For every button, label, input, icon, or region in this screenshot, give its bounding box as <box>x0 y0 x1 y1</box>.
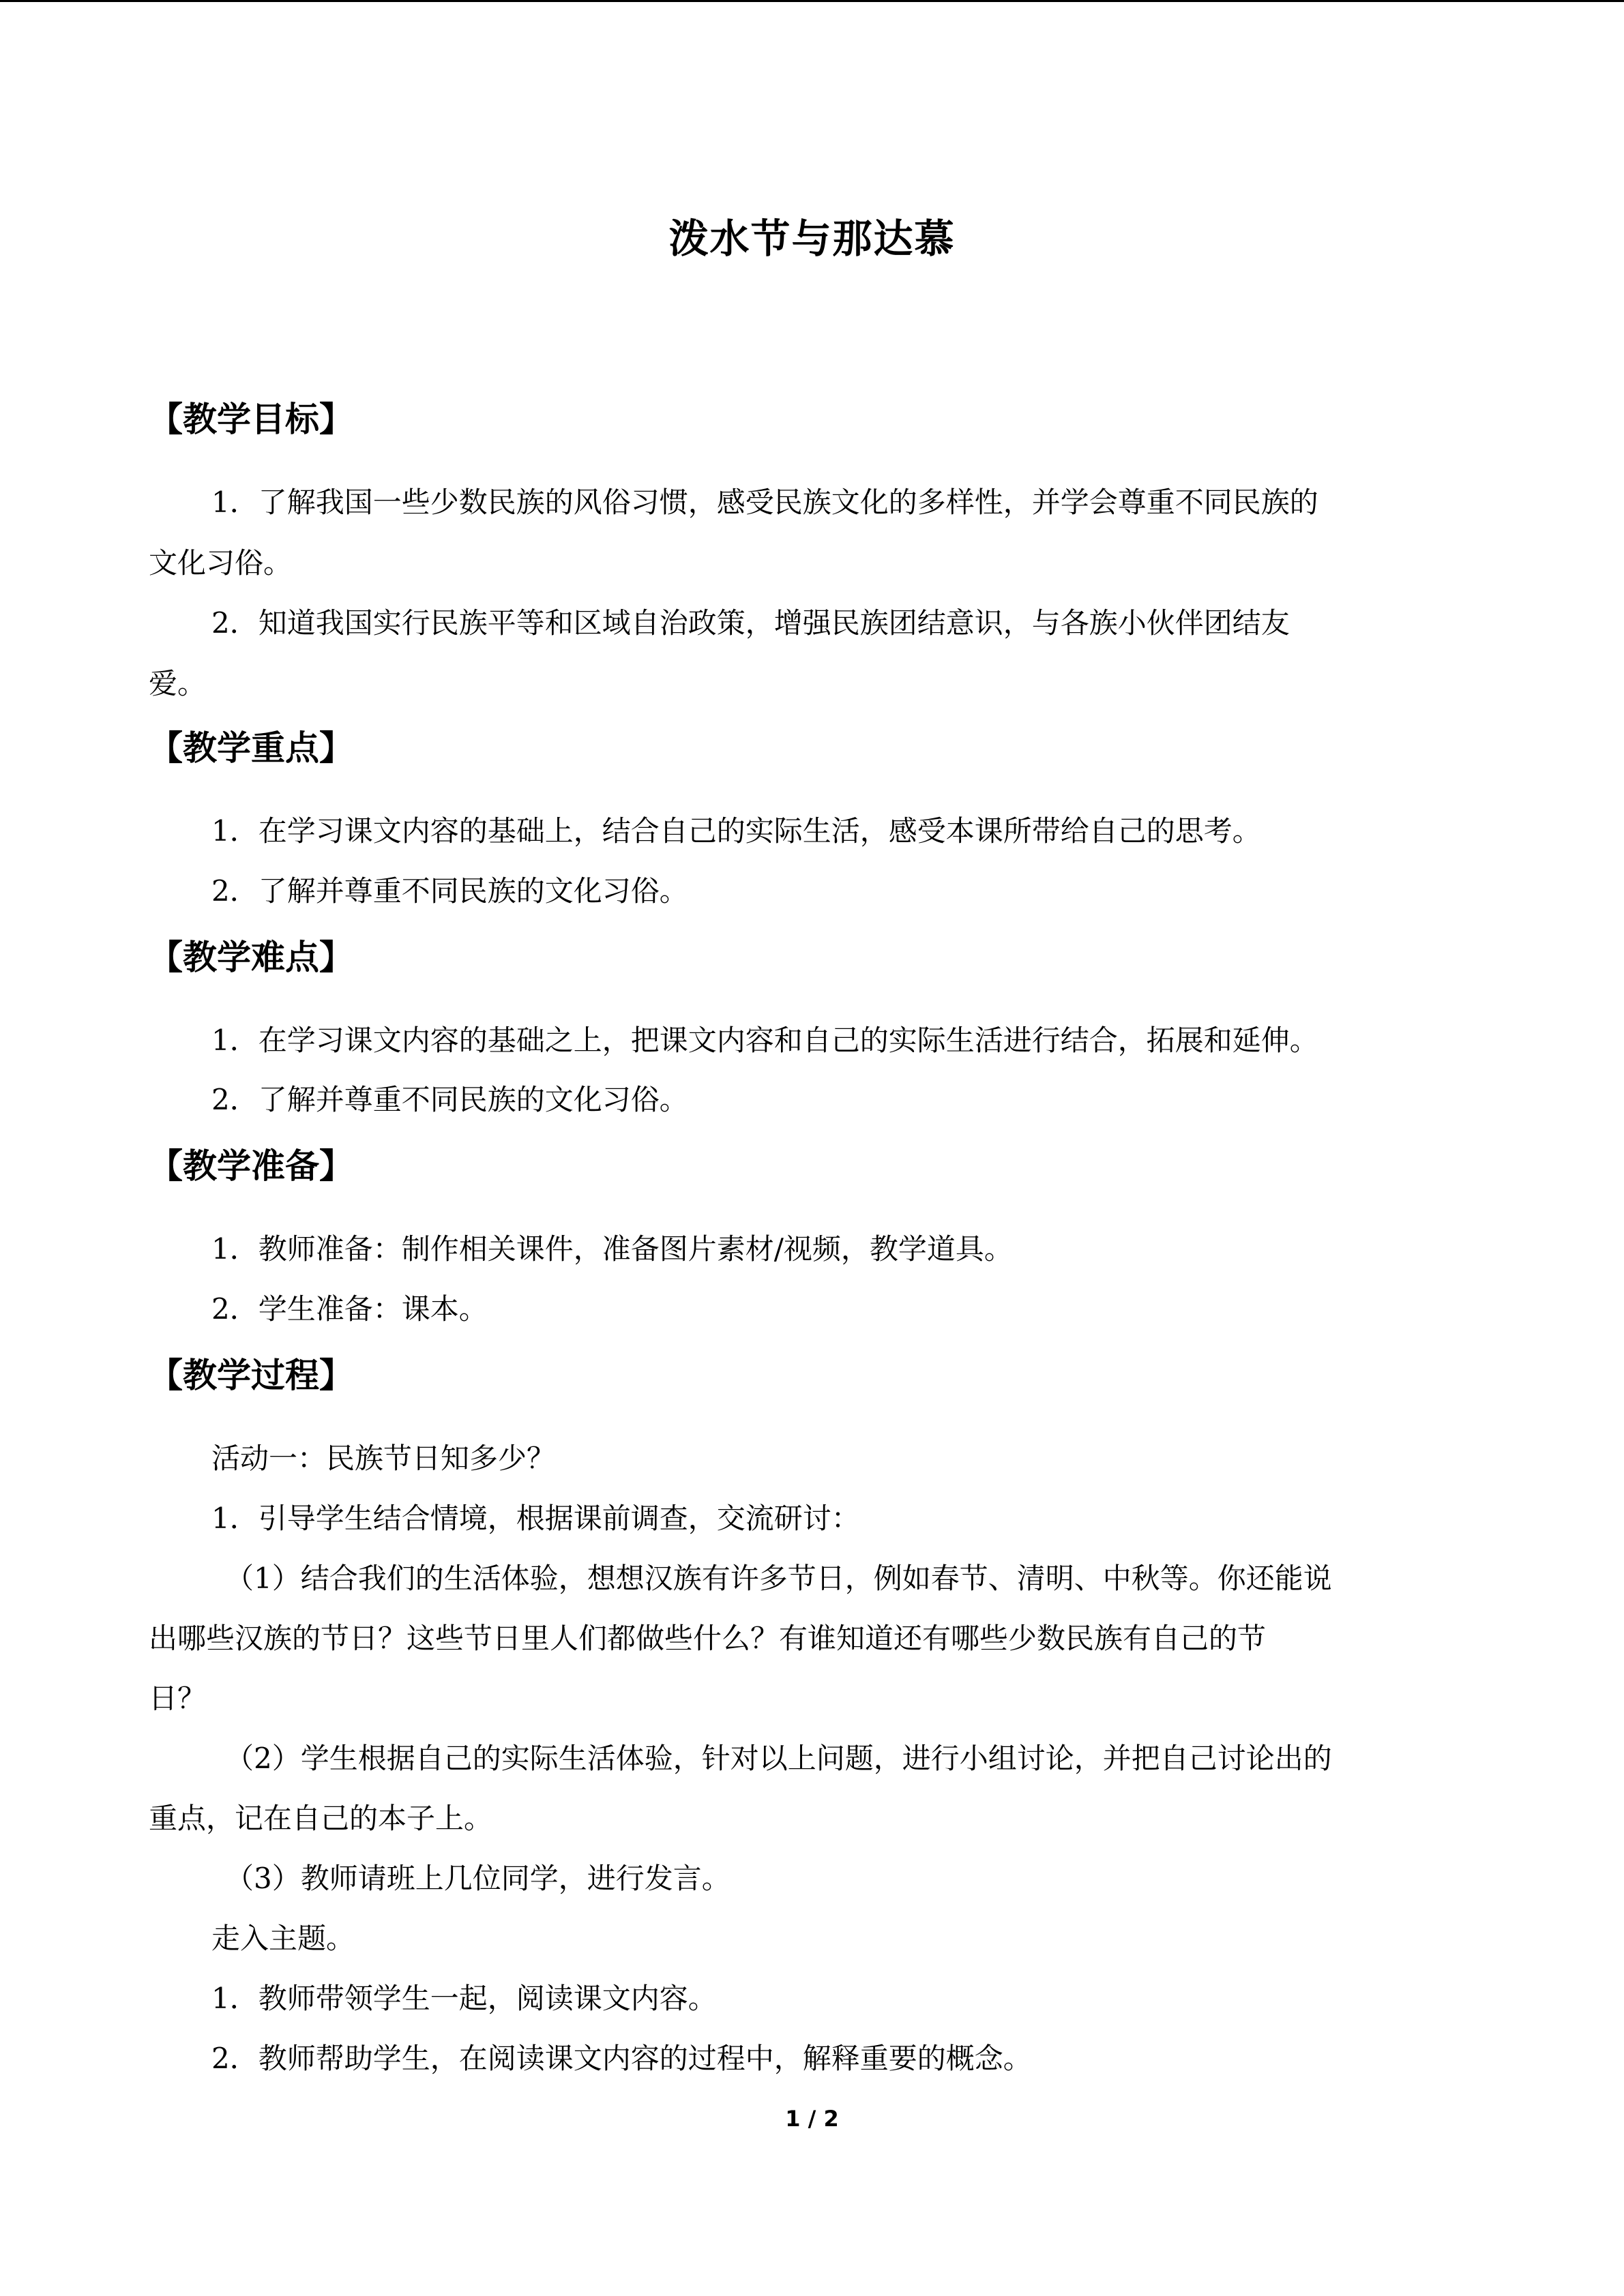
process-line-7: 重点，记在自己的本子上。 <box>149 1802 493 1835</box>
difficulties-line-1: 1．在学习课文内容的基础之上，把课文内容和自己的实际生活进行结合，拓展和延伸。 <box>211 1024 1318 1057</box>
difficulties-line-2: 2．了解并尊重不同民族的文化习俗。 <box>211 1083 688 1116</box>
page-number: 1 / 2 <box>785 2106 839 2132</box>
key-points-line-1: 1．在学习课文内容的基础上，结合自己的实际生活，感受本课所带给自己的思考。 <box>211 814 1261 848</box>
preparation-line-2: 2．学生准备：课本。 <box>211 1292 488 1326</box>
objectives-line-3: 2．知道我国实行民族平等和区域自治政策，增强民族团结意识，与各族小伙伴团结友 <box>211 606 1290 640</box>
process-line-8: （3）教师请班上几位同学，进行发言。 <box>225 1862 730 1895</box>
heading-process: 【教学过程】 <box>149 1356 353 1395</box>
key-points-line-2: 2．了解并尊重不同民族的文化习俗。 <box>211 874 688 908</box>
process-line-2: 1．引导学生结合情境，根据课前调查，交流研讨： <box>211 1502 860 1535</box>
process-line-4: 出哪些汉族的节日？这些节日里人们都做些什么？有谁知道还有哪些少数民族有自己的节 <box>149 1622 1267 1655</box>
heading-key-points: 【教学重点】 <box>149 728 353 768</box>
process-line-10: 1．教师带领学生一起，阅读课文内容。 <box>211 1982 717 2015</box>
process-line-3: （1）结合我们的生活体验，想想汉族有许多节日，例如春节、清明、中秋等。你还能说 <box>225 1562 1332 1595</box>
heading-difficulties: 【教学难点】 <box>149 938 353 977</box>
objectives-line-2: 文化习俗。 <box>149 546 293 580</box>
process-line-1: 活动一：民族节日知多少？ <box>211 1442 556 1475</box>
objectives-line-1: 1．了解我国一些少数民族的风俗习惯，感受民族文化的多样性，并学会尊重不同民族的 <box>211 486 1318 519</box>
heading-objectives: 【教学目标】 <box>149 400 353 439</box>
process-line-9: 走入主题。 <box>211 1922 355 1955</box>
heading-preparation: 【教学准备】 <box>149 1146 353 1186</box>
process-line-11: 2．教师帮助学生，在阅读课文内容的过程中，解释重要的概念。 <box>211 2042 1032 2075</box>
objectives-line-4: 爱。 <box>149 667 207 700</box>
preparation-line-1: 1．教师准备：制作相关课件，准备图片素材/视频，教学道具。 <box>211 1232 1013 1266</box>
page-title: 泼水节与那达慕 <box>668 215 956 262</box>
process-line-6: （2）学生根据自己的实际生活体验，针对以上问题，进行小组讨论，并把自己讨论出的 <box>225 1742 1332 1775</box>
process-line-5: 日？ <box>149 1682 207 1715</box>
